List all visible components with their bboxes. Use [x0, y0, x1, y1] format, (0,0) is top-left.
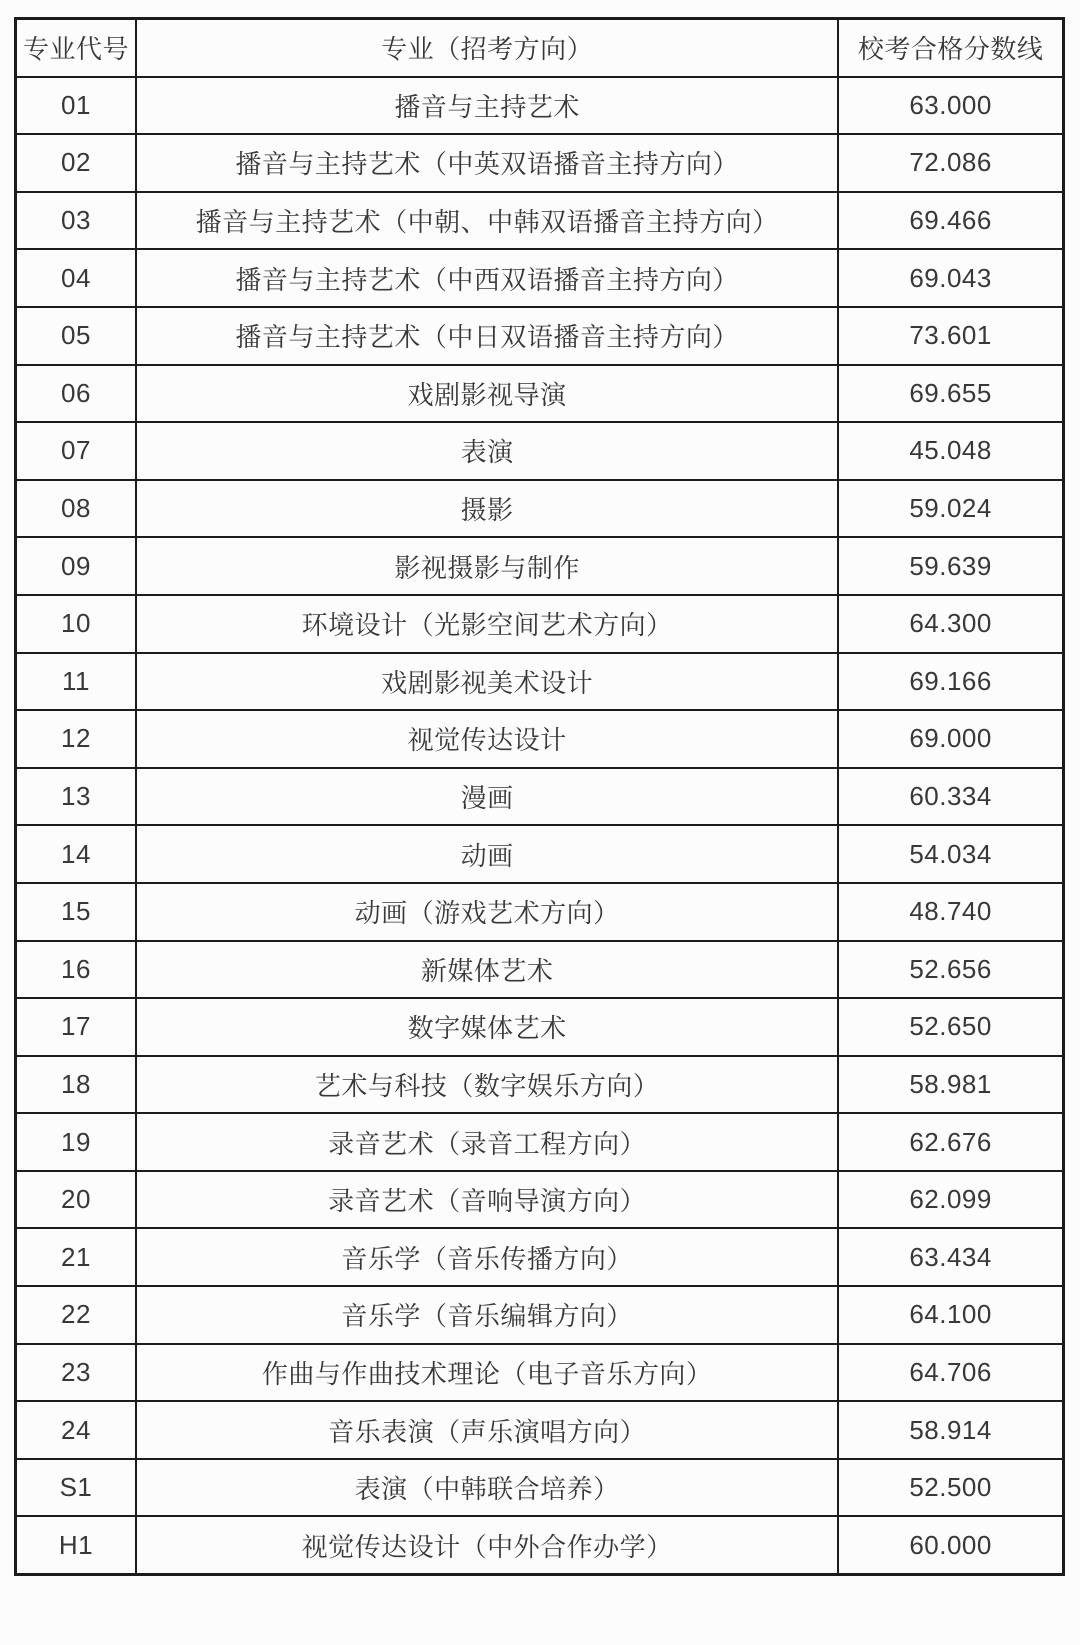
table-row	[16, 77, 1064, 135]
major-code-cell: 06	[16, 365, 137, 423]
score-cell: 60.000	[838, 1516, 1063, 1574]
score-cell: 58.981	[838, 1056, 1063, 1114]
score-cell: 54.034	[838, 825, 1063, 883]
major-code-cell: 12	[16, 710, 137, 768]
major-code-cell: 13	[16, 768, 137, 826]
major-code-cell: 10	[16, 595, 137, 653]
major-name-cell: 视觉传达设计	[136, 710, 838, 768]
table-row	[16, 941, 1064, 999]
score-cell: 72.086	[838, 134, 1063, 192]
major-name-cell: 影视摄影与制作	[136, 537, 838, 595]
major-code-cell: 22	[16, 1286, 137, 1344]
major-code-cell: 03	[16, 192, 137, 250]
score-cell: 62.099	[838, 1171, 1063, 1229]
major-code-cell: 15	[16, 883, 137, 941]
table-row	[16, 710, 1064, 768]
major-name-cell: 动画	[136, 825, 838, 883]
header-major-name: 专业（招考方向）	[136, 19, 838, 77]
table-row	[16, 998, 1064, 1056]
major-name-cell: 音乐表演（声乐演唱方向）	[136, 1401, 838, 1459]
major-name-cell: 漫画	[136, 768, 838, 826]
major-code-cell: S1	[16, 1459, 137, 1517]
table-row	[16, 1056, 1064, 1114]
major-code-cell: 05	[16, 307, 137, 365]
header-score-line: 校考合格分数线	[838, 19, 1063, 77]
score-cell: 52.500	[838, 1459, 1063, 1517]
major-code-cell: 18	[16, 1056, 137, 1114]
table-row	[16, 307, 1064, 365]
score-cell: 63.434	[838, 1228, 1063, 1286]
score-cell: 52.650	[838, 998, 1063, 1056]
table-row	[16, 1401, 1064, 1459]
major-code-cell: 20	[16, 1171, 137, 1229]
score-cell: 64.100	[838, 1286, 1063, 1344]
table-row	[16, 1113, 1064, 1171]
score-cell: 63.000	[838, 77, 1063, 135]
table-row	[16, 1171, 1064, 1229]
major-code-cell: 19	[16, 1113, 137, 1171]
table-row	[16, 249, 1064, 307]
table-row	[16, 1286, 1064, 1344]
table-row	[16, 653, 1064, 711]
major-code-cell: 21	[16, 1228, 137, 1286]
major-code-cell: 01	[16, 77, 137, 135]
table-row	[16, 768, 1064, 826]
major-name-cell: 播音与主持艺术（中西双语播音主持方向）	[136, 249, 838, 307]
score-cell: 60.334	[838, 768, 1063, 826]
score-table-body	[16, 77, 1064, 1575]
score-table	[14, 17, 1065, 1576]
major-name-cell: 艺术与科技（数字娱乐方向）	[136, 1056, 838, 1114]
score-cell: 64.706	[838, 1344, 1063, 1402]
table-row	[16, 1516, 1064, 1574]
table-row	[16, 134, 1064, 192]
major-name-cell: 视觉传达设计（中外合作办学）	[136, 1516, 838, 1574]
major-code-cell: 11	[16, 653, 137, 711]
score-cell: 69.466	[838, 192, 1063, 250]
major-name-cell: 录音艺术（音响导演方向）	[136, 1171, 838, 1229]
table-row	[16, 480, 1064, 538]
table-row	[16, 537, 1064, 595]
major-name-cell: 戏剧影视美术设计	[136, 653, 838, 711]
score-cell: 69.166	[838, 653, 1063, 711]
score-cell: 69.655	[838, 365, 1063, 423]
major-name-cell: 作曲与作曲技术理论（电子音乐方向）	[136, 1344, 838, 1402]
table-row	[16, 1344, 1064, 1402]
table-row	[16, 883, 1064, 941]
score-cell: 69.043	[838, 249, 1063, 307]
score-cell: 73.601	[838, 307, 1063, 365]
major-code-cell: 07	[16, 422, 137, 480]
table-row	[16, 595, 1064, 653]
major-code-cell: 23	[16, 1344, 137, 1402]
major-code-cell: 04	[16, 249, 137, 307]
major-name-cell: 表演	[136, 422, 838, 480]
score-cell: 45.048	[838, 422, 1063, 480]
score-cell: 59.024	[838, 480, 1063, 538]
header-row	[16, 19, 1064, 77]
score-cell: 69.000	[838, 710, 1063, 768]
table-row	[16, 192, 1064, 250]
table-row	[16, 1228, 1064, 1286]
major-name-cell: 摄影	[136, 480, 838, 538]
major-code-cell: 02	[16, 134, 137, 192]
major-name-cell: 环境设计（光影空间艺术方向）	[136, 595, 838, 653]
major-code-cell: 08	[16, 480, 137, 538]
table-row	[16, 365, 1064, 423]
score-cell: 64.300	[838, 595, 1063, 653]
major-name-cell: 动画（游戏艺术方向）	[136, 883, 838, 941]
table-row	[16, 422, 1064, 480]
major-code-cell: H1	[16, 1516, 137, 1574]
header-major-code: 专业代号	[16, 19, 137, 77]
major-name-cell: 音乐学（音乐编辑方向）	[136, 1286, 838, 1344]
major-name-cell: 播音与主持艺术	[136, 77, 838, 135]
score-cell: 62.676	[838, 1113, 1063, 1171]
major-code-cell: 14	[16, 825, 137, 883]
major-name-cell: 录音艺术（录音工程方向）	[136, 1113, 838, 1171]
table-row	[16, 825, 1064, 883]
score-cell: 52.656	[838, 941, 1063, 999]
score-cell: 58.914	[838, 1401, 1063, 1459]
major-name-cell: 音乐学（音乐传播方向）	[136, 1228, 838, 1286]
score-cell: 48.740	[838, 883, 1063, 941]
major-name-cell: 数字媒体艺术	[136, 998, 838, 1056]
score-cell: 59.639	[838, 537, 1063, 595]
major-code-cell: 16	[16, 941, 137, 999]
major-code-cell: 24	[16, 1401, 137, 1459]
table-row	[16, 1459, 1064, 1517]
major-name-cell: 播音与主持艺术（中朝、中韩双语播音主持方向）	[136, 192, 838, 250]
major-name-cell: 表演（中韩联合培养）	[136, 1459, 838, 1517]
major-name-cell: 戏剧影视导演	[136, 365, 838, 423]
major-code-cell: 17	[16, 998, 137, 1056]
major-code-cell: 09	[16, 537, 137, 595]
major-name-cell: 新媒体艺术	[136, 941, 838, 999]
major-name-cell: 播音与主持艺术（中英双语播音主持方向）	[136, 134, 838, 192]
major-name-cell: 播音与主持艺术（中日双语播音主持方向）	[136, 307, 838, 365]
